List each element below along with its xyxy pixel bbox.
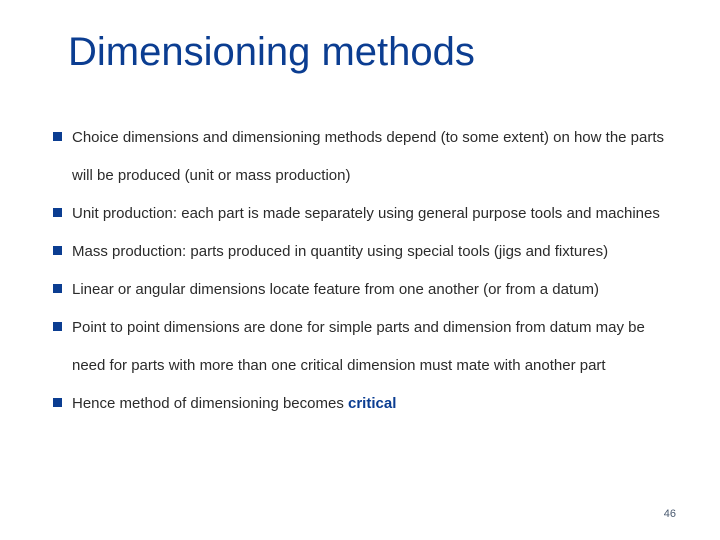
bullet-item — [52, 119, 672, 195]
bullet-text: Choice dimensions and dimensioning methods depend (to some extent) on how the parts will be produced (unit or mass production) — [72, 129, 665, 184]
bullet-item — [52, 233, 672, 271]
bullet-item — [52, 309, 672, 385]
critical-emphasis: critical — [348, 395, 397, 412]
bullet-list — [52, 119, 672, 423]
bullet-text: Hence method of dimensioning becomes — [72, 395, 348, 412]
bullet-text: Mass production: parts produced in quantity using special tools (jigs and fixtures) — [72, 243, 609, 260]
square-bullet-icon — [53, 284, 62, 293]
square-bullet-icon — [53, 208, 62, 217]
square-bullet-icon — [53, 398, 62, 407]
bullet-item — [52, 385, 672, 423]
square-bullet-icon — [53, 246, 62, 255]
bullet-item — [52, 271, 672, 309]
bullet-item — [52, 195, 672, 233]
bullet-text: Point to point dimensions are done for simple parts and dimension from datum may be need for parts with more than one critical dimension must mate with another part — [72, 319, 645, 374]
square-bullet-icon — [53, 132, 62, 141]
page-number: 46 — [663, 508, 676, 520]
bullet-text: Linear or angular dimensions locate feature from one another (or from a datum) — [72, 281, 599, 298]
square-bullet-icon — [53, 322, 62, 331]
bullet-text: Unit production: each part is made separately using general purpose tools and machines — [72, 205, 660, 222]
slide-title: Dimensioning methods — [68, 30, 475, 74]
